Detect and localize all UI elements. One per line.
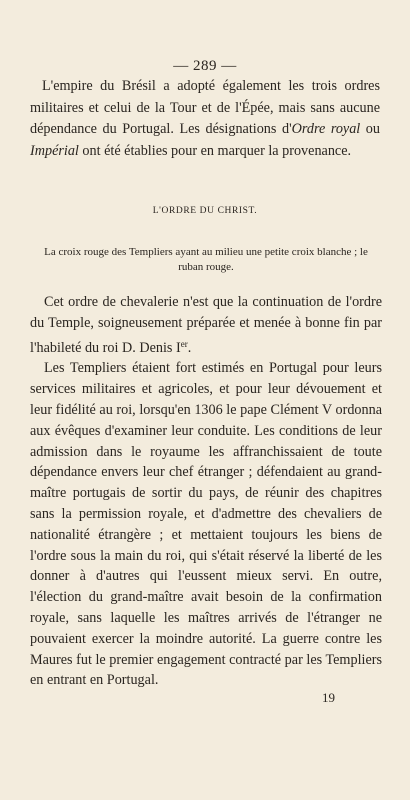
intro-part-3: ont été établies pour en marquer la provenance. — [78, 142, 352, 159]
body-p1-text: Cet ordre de chevalerie n'est que la continuation de l'ordre du Temple, soigneusement préparée et menée à bonne fin par l'habileté du roi D. Denis I — [30, 294, 382, 356]
signature-mark: 19 — [322, 690, 335, 705]
intro-part-2: ou — [360, 121, 380, 137]
page-number: — 289 — — [173, 58, 237, 74]
section-heading: L'ORDRE DU CHRIST. — [152, 206, 258, 216]
intro-part-1: L'empire du Brésil a adopté également les trois ordres militaires et celui de la Tour et de l'Épée, mais sans aucune dépendance du Portugal. Les désignations d' — [30, 78, 380, 137]
body-p1-sup: er — [180, 338, 188, 349]
intro-paragraph — [30, 76, 380, 162]
body-paragraph-1 — [30, 292, 382, 358]
intro-text — [30, 76, 380, 162]
intro-italic-2: Impérial — [30, 142, 79, 159]
body-p1-end: . — [187, 339, 192, 356]
body-text — [30, 292, 382, 691]
epigraph: La croix rouge des Templiers ayant au milieu une petite croix blanche ; le ruban rouge. — [44, 246, 368, 273]
intro-italic-1: Ordre royal — [291, 121, 361, 137]
body-paragraph-2: Les Templiers étaient fort estimés en Portugal pour leurs services militaires et agricoles, et pour leur dévouement et leur fidélité au roi, lorsqu'en 1306 le pape Clément V ordonna aux évêques d'examiner leur conduite. Les conditions de leur admission dans le royaume les affranchissaient de toute dépendance envers leur chef étranger ; défendaient au grand-maître portugais de sortir du pays, de réunir des chapitres sans la permission royale, et d'admettre des chevaliers de nationalité étrangère ; et mettaient toujours les biens de l'ordre sous la main du roi, qui s'était réservé la liberté de les donner à d'autres qui l'eussent mieux servi. En outre, l'élection du grand-maître avait besoin de la confirmation royale, sans laquelle les maîtres arrivés de l'étranger ne pouvaient exercer la moindre autorité. La guerre contre les Maures fut le premier engagement contracté par les Templiers en entrant en Portugal. — [30, 360, 382, 689]
